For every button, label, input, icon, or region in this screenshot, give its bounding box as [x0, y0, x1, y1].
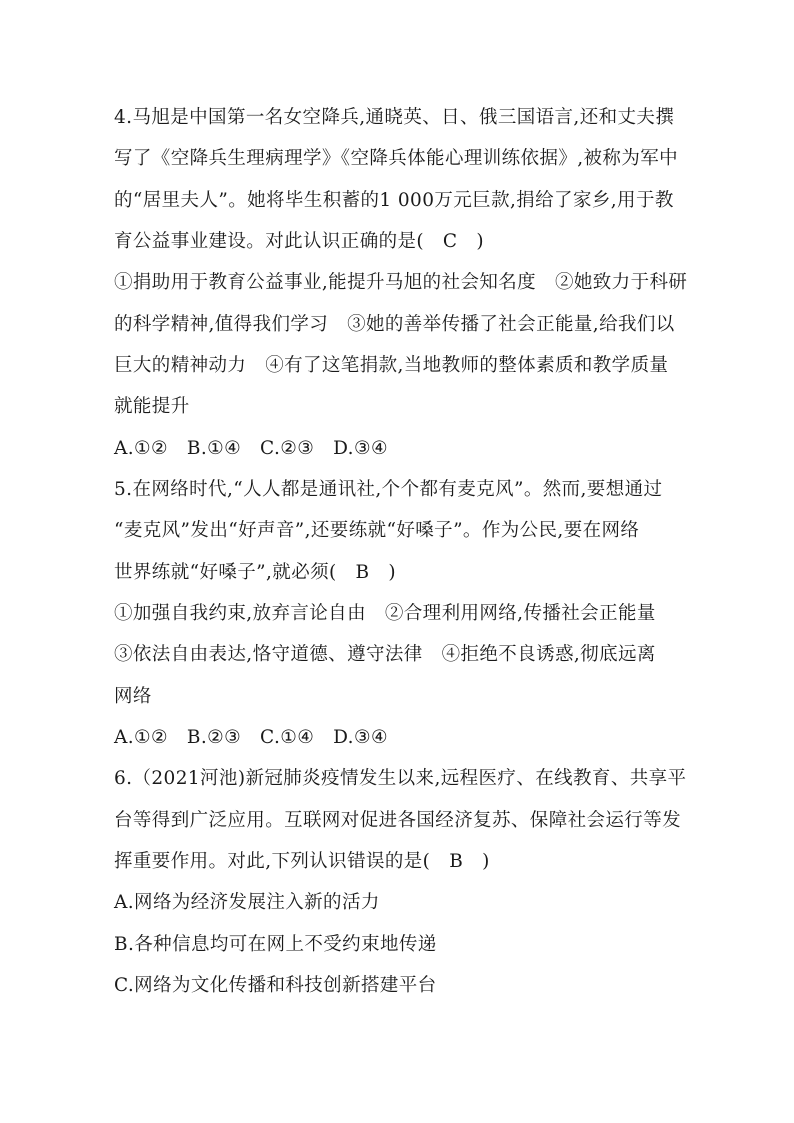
question-4-options: A.①② B.①④ C.②③ D.③④: [114, 438, 388, 459]
question-5-line: 网络: [114, 686, 152, 707]
question-4-line: 4.马旭是中国第一名女空降兵,通晓英、日、俄三国语言,还和丈夫撰: [114, 107, 675, 128]
question-5-line: “麦克风”发出“好声音”,还要练就“好嗓子”。作为公民,要在网络: [114, 520, 640, 541]
question-6-line: 台等得到广泛应用。互联网对促进各国经济复苏、保障社会运行等发: [114, 810, 682, 831]
question-6-line: 挥重要作用。对此,下列认识错误的是( B ): [114, 851, 490, 872]
question-6-option-b: B.各种信息均可在网上不受约束地传递: [114, 934, 437, 955]
question-5-line: ①加强自我约束,放弃言论自由 ②合理利用网络,传播社会正能量: [114, 603, 656, 624]
question-4-line: 的科学精神,值得我们学习 ③她的善举传播了社会正能量,给我们以: [114, 314, 675, 335]
question-6-line: 6.（2021河池)新冠肺炎疫情发生以来,远程医疗、在线教育、共享平: [114, 768, 687, 789]
question-4-line: ①捐助用于教育公益事业,能提升马旭的社会知名度 ②她致力于科研: [114, 272, 688, 293]
question-5-line: ③依法自由表达,恪守道德、遵守法律 ④拒绝不良诱惑,彻底远离: [114, 644, 656, 665]
question-4-line: 育公益事业建设。对此认识正确的是( C ): [114, 231, 484, 252]
question-4-line: 的“居里夫人”。她将毕生积蓄的1 000万元巨款,捐给了家乡,用于教: [114, 190, 674, 211]
question-4-line: 写了《空降兵生理病理学》《空降兵体能心理训练依据》,被称为军中: [114, 148, 679, 169]
question-5-line: 世界练就“好嗓子”,就必须( B ): [114, 562, 397, 583]
question-4-line: 就能提升: [114, 396, 190, 417]
question-6-option-a: A.网络为经济发展注入新的活力: [114, 892, 380, 913]
question-4-line: 巨大的精神动力 ④有了这笔捐款,当地教师的整体素质和教学质量: [114, 355, 669, 376]
question-5-line: 5.在网络时代,“人人都是通讯社,个个都有麦克风”。然而,要想通过: [114, 479, 663, 500]
question-6-option-c: C.网络为文化传播和科技创新搭建平台: [114, 975, 437, 996]
question-5-options: A.①② B.②③ C.①④ D.③④: [114, 727, 388, 748]
